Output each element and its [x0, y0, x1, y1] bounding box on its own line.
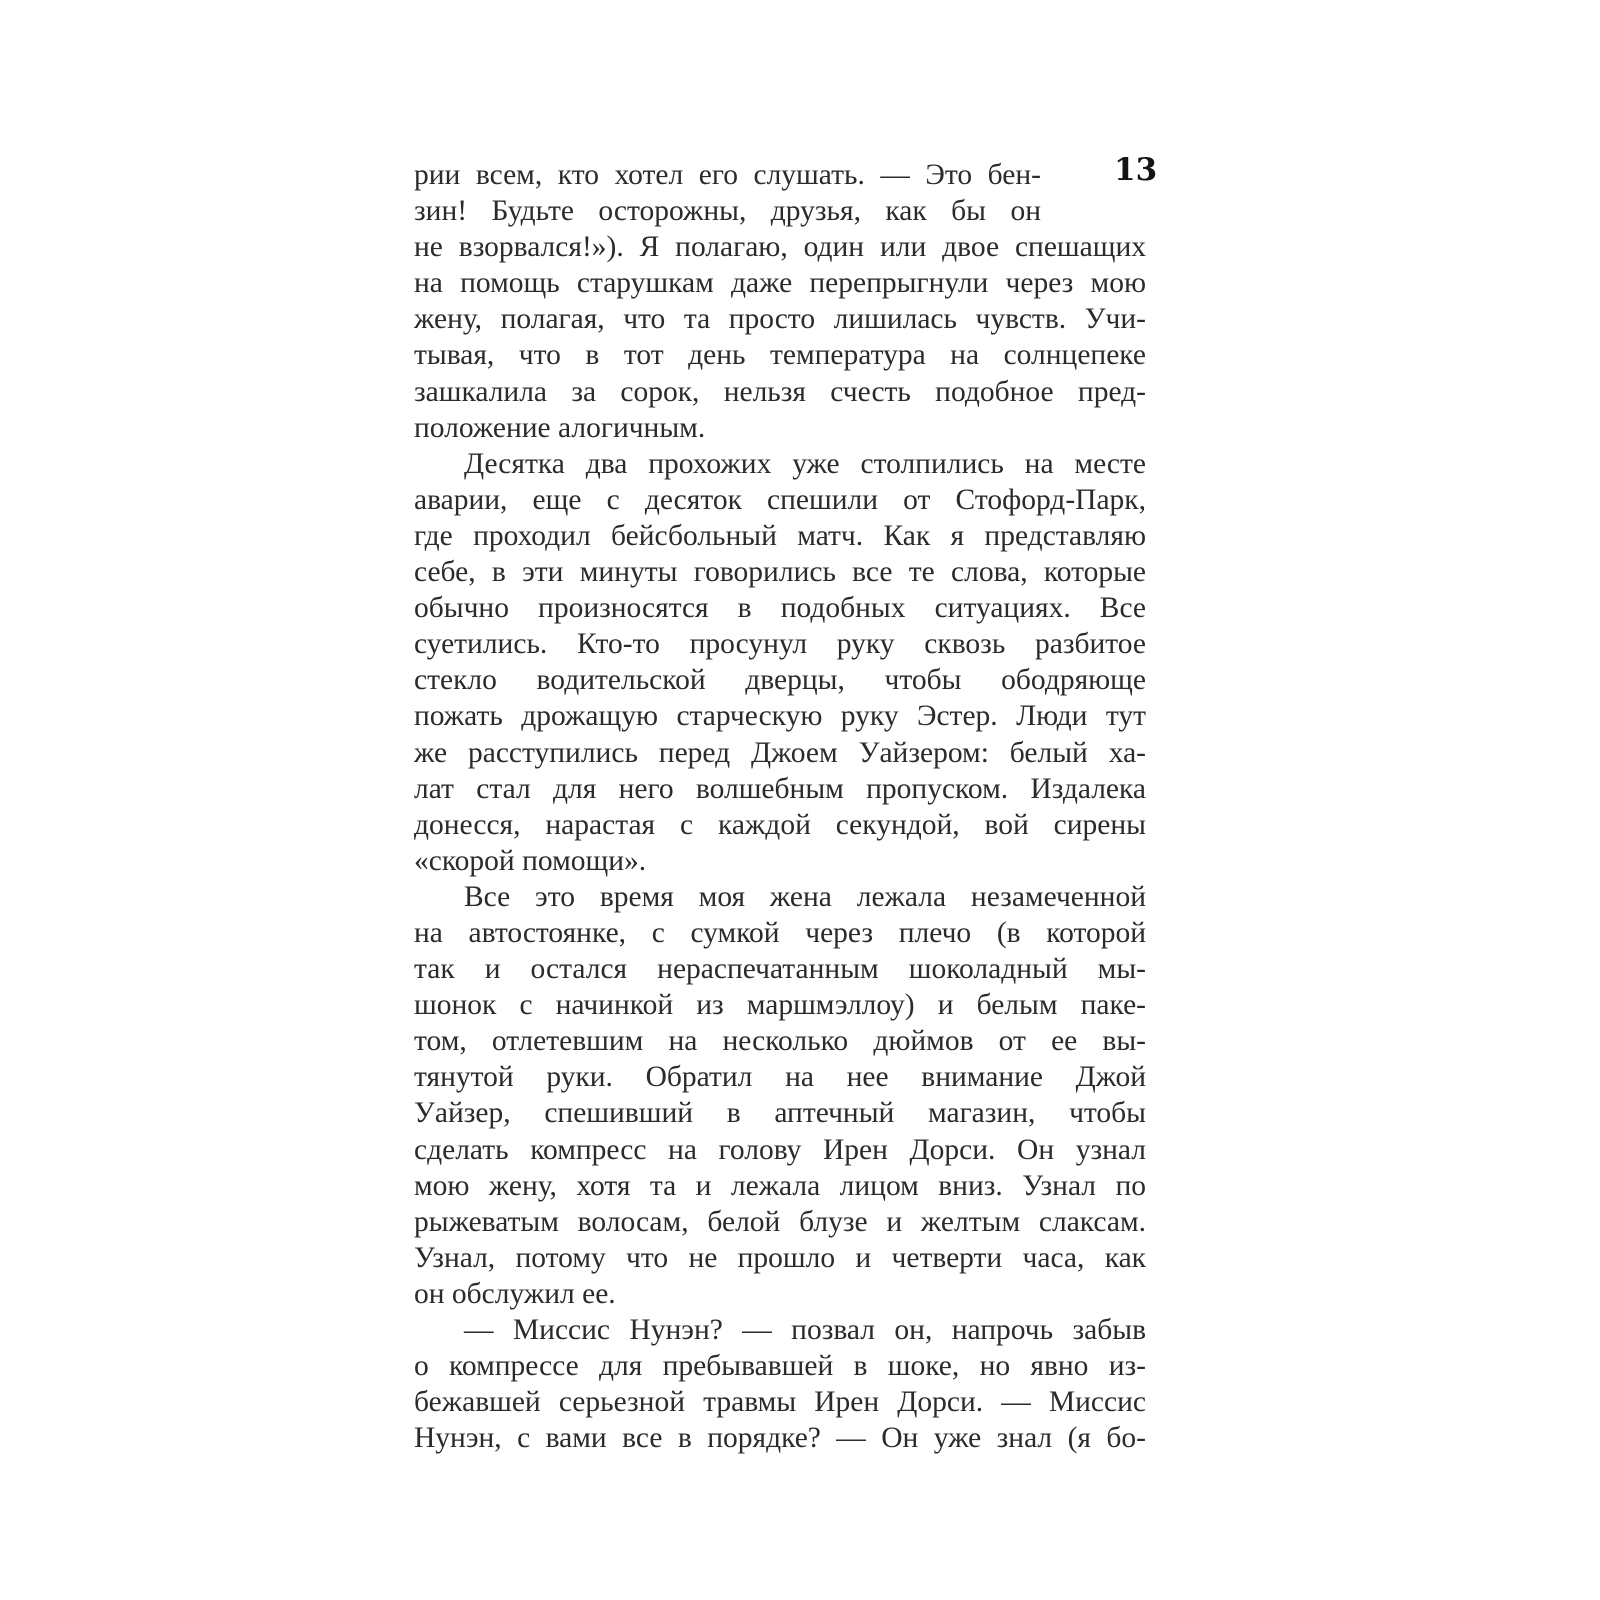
text-line: не взорвался!»). Я полагаю, один или двое спешащих: [414, 231, 1146, 264]
text-line: на автостоянке, с сумкой через плечо (в которой: [414, 916, 1146, 949]
text-line: так и остался нераспечатанным шоколадный мы-: [414, 953, 1146, 986]
text-line: зин! Будьте осторожны, друзья, как бы он: [414, 195, 1041, 228]
text-line: донесся, нарастая с каждой секундой, вой сирены: [414, 808, 1146, 841]
text-line: аварии, еще с десяток спешили от Стофорд-Парк,: [414, 483, 1146, 516]
text-line: том, отлетевшим на несколько дюймов от ее вы-: [414, 1025, 1146, 1058]
text-line: лат стал для него волшебным пропуском. Издалека: [414, 772, 1146, 805]
text-line: он обслужил ее.: [414, 1277, 616, 1310]
page-number: 13: [1114, 152, 1158, 188]
text-line: же расступились перед Джоем Уайзером: белый ха-: [414, 736, 1146, 769]
text-line: положение алогичным.: [414, 411, 706, 444]
text-line: зашкалила за сорок, нельзя счесть подобное пред-: [414, 375, 1146, 408]
text-line: — Миссис Нунэн? — позвал он, напрочь забыв: [464, 1314, 1146, 1346]
text-line: обычно произносятся в подобных ситуациях. Все: [414, 592, 1146, 625]
text-line: бежавшей серьезной травмы Ирен Дорси. — Миссис: [414, 1386, 1146, 1419]
text-line: Узнал, потому что не прошло и четверти часа, как: [414, 1241, 1146, 1274]
text-line: жену, полагая, что та просто лишилась чувств. Учи-: [414, 303, 1146, 336]
text-line: рии всем, кто хотел его слушать. — Это бен-: [414, 159, 1041, 191]
text-line: о компрессе для пребывавшей в шоке, но явно из-: [414, 1350, 1146, 1383]
text-line: тянутой руки. Обратил на нее внимание Джой: [414, 1061, 1146, 1094]
text-line: стекло водительской дверцы, чтобы ободряюще: [414, 664, 1146, 697]
text-line: Десятка два прохожих уже столпились на месте: [464, 447, 1146, 480]
text-line: пожать дрожащую старческую руку Эстер. Люди тут: [414, 700, 1146, 733]
text-line: шонок с начинкой из маршмэллоу) и белым паке-: [414, 989, 1146, 1022]
text-line: сделать компресс на голову Ирен Дорси. Он узнал: [414, 1133, 1146, 1166]
text-line: Все это время моя жена лежала незамеченной: [464, 880, 1146, 913]
text-line: себе, в эти минуты говорились все те слова, которые: [414, 556, 1146, 589]
body-text: [414, 157, 1146, 1456]
text-line: тывая, что в тот день температура на солнцепеке: [414, 339, 1146, 372]
text-line: Уайзер, спешивший в аптечный магазин, чтобы: [414, 1097, 1146, 1130]
text-line: Нунэн, с вами все в порядке? — Он уже знал (я бо-: [414, 1422, 1146, 1455]
text-line: на помощь старушкам даже перепрыгнули через мою: [414, 267, 1146, 300]
text-line: «скорой помощи».: [414, 844, 647, 877]
text-line: рыжеватым волосам, белой блузе и желтым слаксам.: [414, 1205, 1146, 1238]
text-line: где проходил бейсбольный матч. Как я представляю: [414, 519, 1146, 552]
text-line: мою жену, хотя та и лежала лицом вниз. Узнал по: [414, 1169, 1146, 1202]
text-line: суетились. Кто-то просунул руку сквозь разбитое: [414, 628, 1146, 661]
